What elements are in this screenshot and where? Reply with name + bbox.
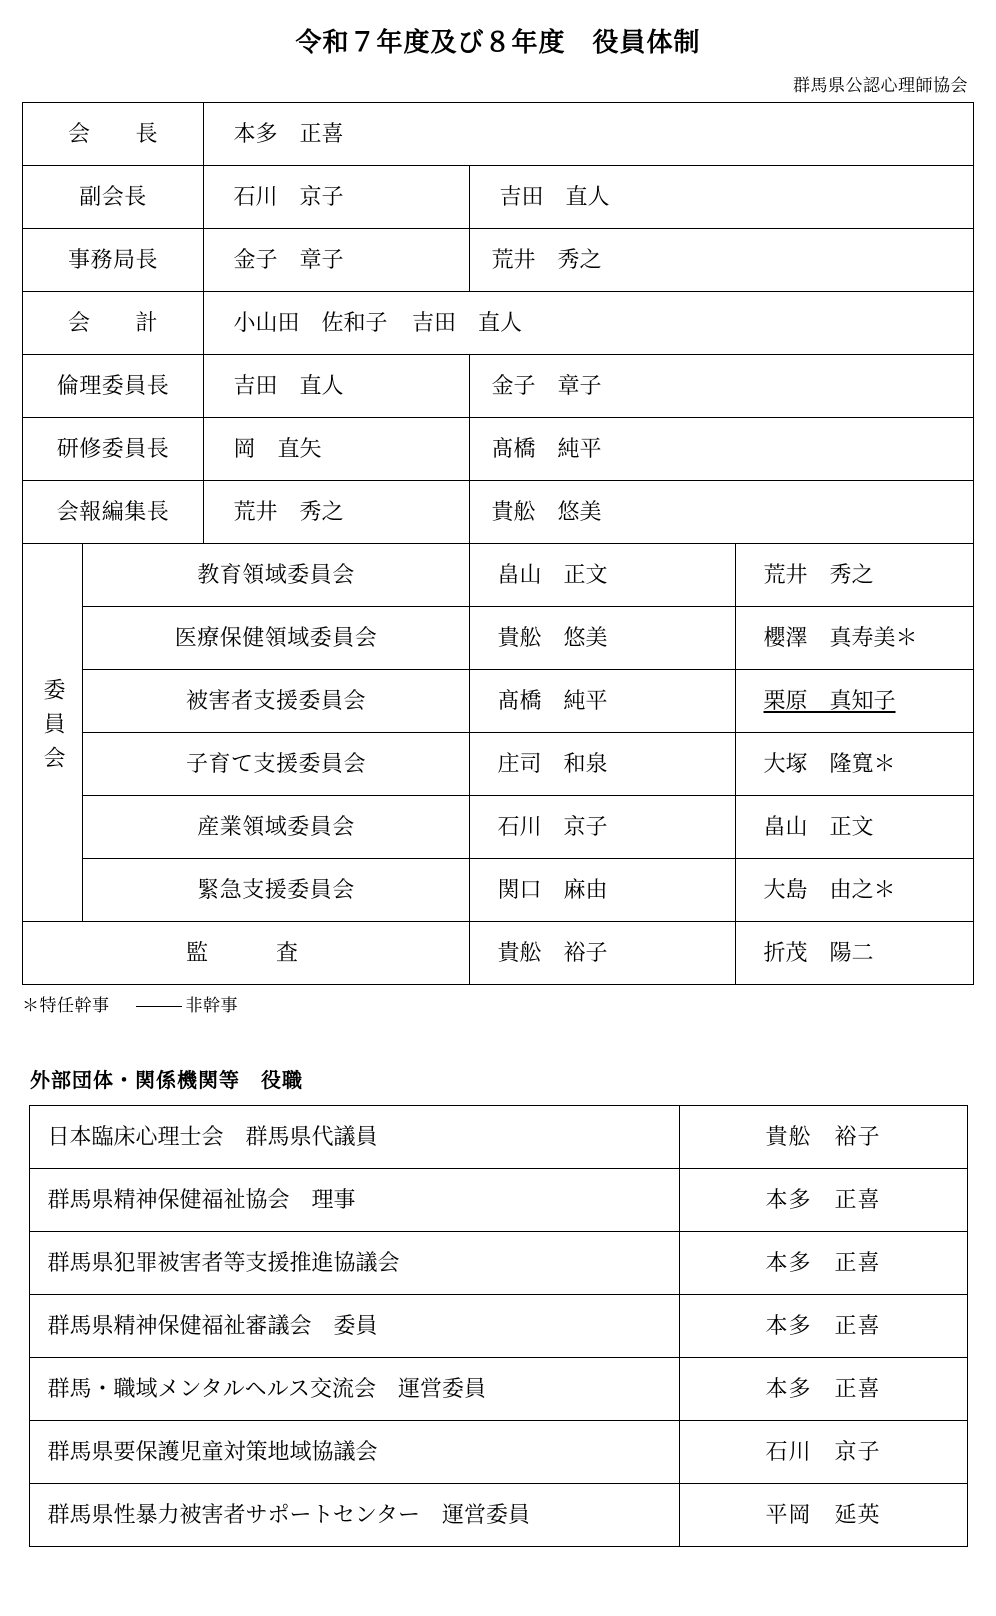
committee-member: 髙橋 純平	[469, 670, 735, 733]
committee-group-label: 委員会	[23, 544, 83, 922]
role-label: 研修委員長	[23, 418, 203, 481]
committee-member: 関口 麻由	[469, 859, 735, 922]
page-title: 令和７年度及び８年度 役員体制	[295, 27, 701, 57]
officer-name: 吉田 直人	[203, 355, 469, 418]
officer-name: 小山田 佐和子	[233, 309, 388, 335]
legend-underline-sample	[136, 1006, 182, 1007]
committee-member: 貴舩 悠美	[469, 607, 735, 670]
table-row	[23, 418, 973, 481]
legend-underline: 非幹事	[185, 996, 238, 1015]
role-label: 会 長	[23, 103, 203, 166]
committee-member: 大島 由之＊	[735, 859, 973, 922]
table-row	[29, 1358, 967, 1421]
table-row	[23, 481, 973, 544]
table-row	[23, 103, 973, 166]
external-person: 貴舩 裕子	[679, 1106, 967, 1169]
committee-member: 石川 京子	[469, 796, 735, 859]
committee-member: 畠山 正文	[735, 796, 973, 859]
section-title-external: 外部団体・関係機関等 役職	[30, 1070, 303, 1092]
officer-name: 本多 正喜	[203, 103, 973, 166]
officer-name: 金子 章子	[203, 229, 469, 292]
legend-star: ＊特任幹事	[22, 996, 110, 1015]
table-row	[23, 355, 973, 418]
committee-name: 教育領域委員会	[83, 544, 469, 607]
table-row	[29, 1421, 967, 1484]
audit-name: 貴舩 裕子	[469, 922, 735, 985]
organization-name: 群馬県公認心理師協会	[793, 76, 968, 95]
role-label: 会報編集長	[23, 481, 203, 544]
table-row	[29, 1232, 967, 1295]
committee-name: 産業領域委員会	[83, 796, 469, 859]
officer-name: 荒井 秀之	[469, 229, 973, 292]
officer-name: 吉田 直人	[469, 166, 973, 229]
external-person: 本多 正喜	[679, 1232, 967, 1295]
table-row	[29, 1106, 967, 1169]
committee-member: 櫻澤 真寿美＊	[735, 607, 973, 670]
external-person: 本多 正喜	[679, 1169, 967, 1232]
officers-table	[22, 102, 973, 985]
officer-name: 石川 京子	[203, 166, 469, 229]
table-row	[23, 292, 973, 355]
external-role: 群馬県犯罪被害者等支援推進協議会	[29, 1232, 679, 1295]
table-row	[23, 166, 973, 229]
table-row	[23, 859, 973, 922]
audit-name: 折茂 陽二	[735, 922, 973, 985]
table-row	[29, 1295, 967, 1358]
audit-label: 監 査	[23, 922, 469, 985]
role-label: 倫理委員長	[23, 355, 203, 418]
officer-name: 貴舩 悠美	[469, 481, 973, 544]
external-role: 群馬県要保護児童対策地域協議会	[29, 1421, 679, 1484]
officer-name: 金子 章子	[469, 355, 973, 418]
table-row	[23, 733, 973, 796]
committee-name: 緊急支援委員会	[83, 859, 469, 922]
role-label: 会 計	[23, 292, 203, 355]
table-row	[23, 796, 973, 859]
committee-name: 被害者支援委員会	[83, 670, 469, 733]
officer-name: 吉田 直人	[411, 309, 522, 335]
table-row	[23, 607, 973, 670]
external-person: 平岡 延英	[679, 1484, 967, 1547]
external-role: 日本臨床心理士会 群馬県代議員	[29, 1106, 679, 1169]
officer-names	[203, 292, 973, 355]
committee-member: 大塚 隆寬＊	[735, 733, 973, 796]
external-person: 石川 京子	[679, 1421, 967, 1484]
committee-member: 栗原 真知子	[735, 670, 973, 733]
legend	[22, 991, 996, 1016]
external-role: 群馬県精神保健福祉協会 理事	[29, 1169, 679, 1232]
external-role: 群馬県精神保健福祉審議会 委員	[29, 1295, 679, 1358]
role-label: 事務局長	[23, 229, 203, 292]
external-person: 本多 正喜	[679, 1358, 967, 1421]
external-roles-table	[29, 1105, 968, 1547]
table-row	[23, 544, 973, 607]
officer-name: 荒井 秀之	[203, 481, 469, 544]
committee-member: 庄司 和泉	[469, 733, 735, 796]
table-row	[29, 1169, 967, 1232]
officer-name: 岡 直矢	[203, 418, 469, 481]
external-role: 群馬県性暴力被害者サポートセンター 運営委員	[29, 1484, 679, 1547]
role-label: 副会長	[23, 166, 203, 229]
table-row	[23, 670, 973, 733]
external-role: 群馬・職域メンタルヘルス交流会 運営委員	[29, 1358, 679, 1421]
committee-member: 畠山 正文	[469, 544, 735, 607]
committee-name: 子育て支援委員会	[83, 733, 469, 796]
committee-name: 医療保健領域委員会	[83, 607, 469, 670]
table-row	[23, 229, 973, 292]
table-row	[29, 1484, 967, 1547]
document-page	[0, 22, 996, 1616]
external-person: 本多 正喜	[679, 1295, 967, 1358]
table-row	[23, 922, 973, 985]
officer-name: 髙橋 純平	[469, 418, 973, 481]
committee-member: 荒井 秀之	[735, 544, 973, 607]
